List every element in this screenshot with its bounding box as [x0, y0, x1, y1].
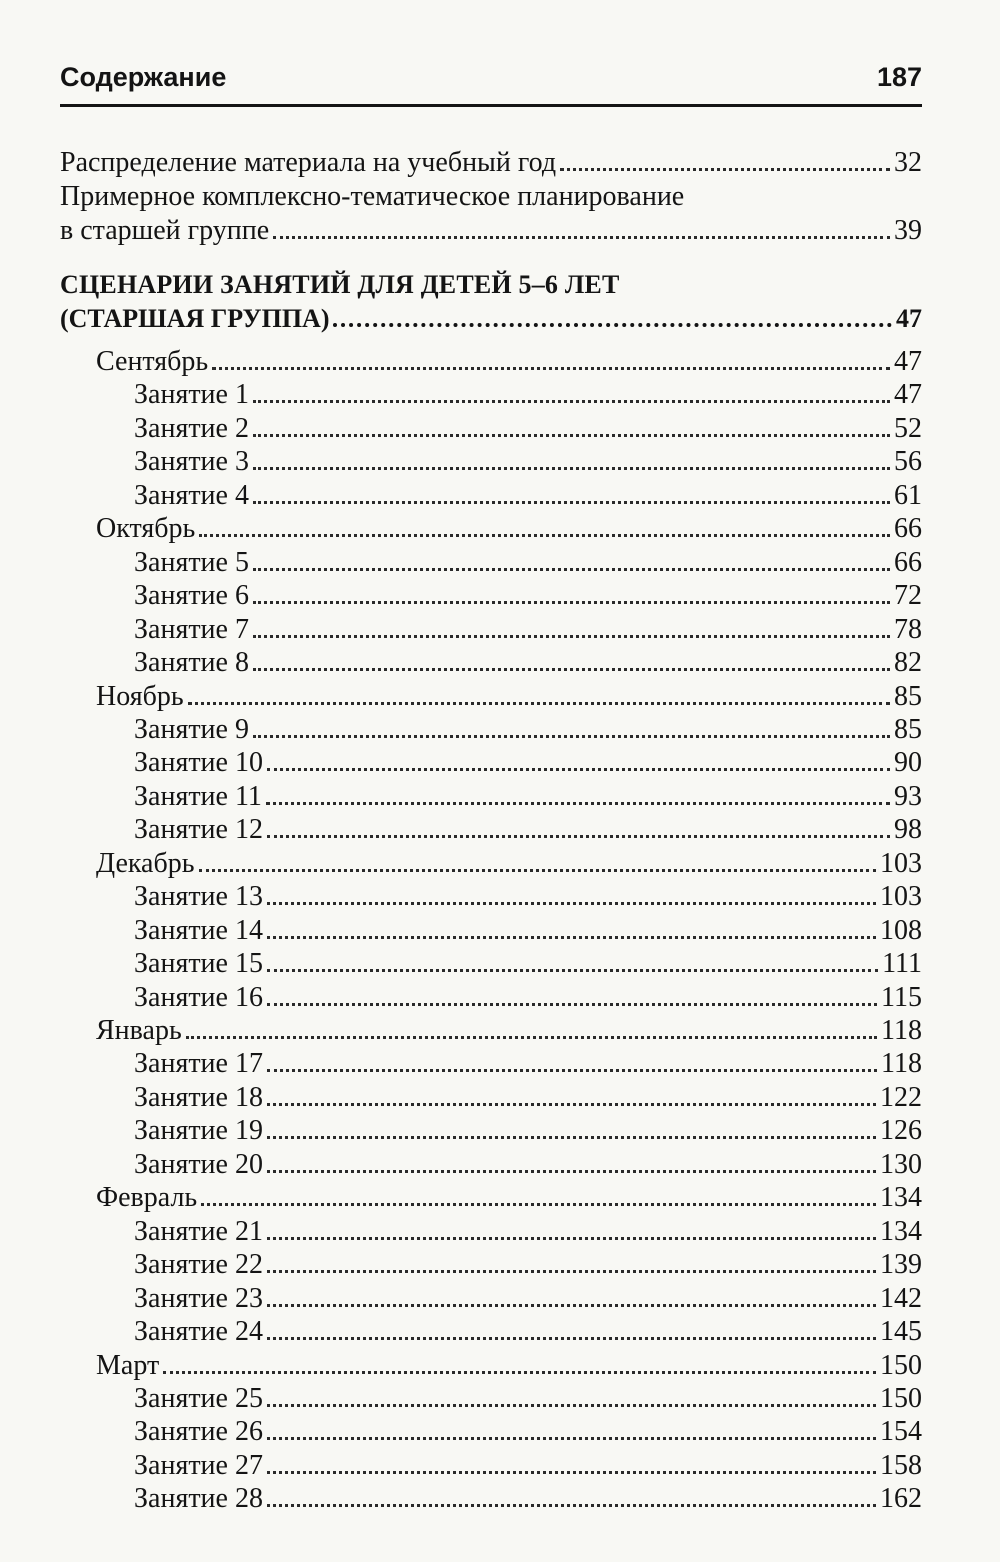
dot-leader [253, 400, 890, 403]
toc-entry-page: 103 [880, 881, 922, 912]
header-rule [60, 104, 922, 107]
toc-entry-page: 85 [894, 681, 922, 712]
running-header [60, 58, 922, 96]
toc-entry-title: Занятие 26 [134, 1416, 263, 1447]
toc-lesson-entry[interactable] [134, 479, 922, 513]
toc-entry-title: Занятие 25 [134, 1383, 263, 1414]
toc-month-entry[interactable] [96, 1014, 922, 1048]
toc-entry-page: 93 [894, 781, 922, 812]
toc-lesson-entry[interactable] [134, 546, 922, 580]
toc-entry-title: Занятие 11 [134, 781, 262, 812]
toc-entry-page: 66 [894, 513, 922, 544]
dot-leader [267, 1170, 876, 1173]
toc-entry-page: 162 [880, 1483, 922, 1514]
dot-leader [212, 367, 890, 370]
toc-lesson-entry[interactable] [134, 1449, 922, 1483]
toc-lesson-entry[interactable] [134, 579, 922, 613]
toc-lesson-entry[interactable] [134, 1081, 922, 1115]
dot-leader [253, 434, 890, 437]
toc-entry-page: 126 [880, 1115, 922, 1146]
dot-leader [267, 969, 878, 972]
header-page-number: 187 [876, 62, 922, 92]
toc-lesson-entry[interactable] [134, 1415, 922, 1449]
toc-entry-page: 85 [894, 714, 922, 745]
toc-lesson-entry[interactable] [134, 1148, 922, 1182]
dot-leader [273, 236, 890, 239]
dot-leader [267, 1069, 877, 1072]
toc-entry-page: 72 [894, 580, 922, 611]
toc-lesson-entry[interactable] [134, 445, 922, 479]
toc-month-entry[interactable] [96, 512, 922, 546]
section-heading-page: 47 [896, 304, 922, 333]
toc-entry-title: Занятие 22 [134, 1249, 263, 1280]
toc-lesson-entry[interactable] [134, 914, 922, 948]
dot-leader [199, 534, 890, 537]
toc-entry-title: Занятие 16 [134, 982, 263, 1013]
toc-entry-page: 47 [894, 346, 922, 377]
toc-month-entry[interactable] [96, 1181, 922, 1215]
toc-entry-page: 66 [894, 547, 922, 578]
toc-entry-page: 150 [880, 1383, 922, 1414]
toc-lesson-entry[interactable] [134, 880, 922, 914]
toc-entry-title: Занятие 6 [134, 580, 249, 611]
dot-leader [560, 168, 890, 171]
dot-leader [199, 869, 877, 872]
toc-entry-page: 47 [894, 379, 922, 410]
dot-leader [253, 601, 890, 604]
toc-entry-page: 61 [894, 480, 922, 511]
toc-lesson-entry[interactable] [134, 412, 922, 446]
toc-entry-page: 130 [880, 1149, 922, 1180]
toc-entry-page: 134 [880, 1216, 922, 1247]
toc-lesson-entry[interactable] [134, 947, 922, 981]
dot-leader [188, 702, 890, 705]
dot-leader [253, 501, 890, 504]
toc-entry-title: Занятие 24 [134, 1316, 263, 1347]
toc-entry-page: 154 [880, 1416, 922, 1447]
toc-entry-page: 82 [894, 647, 922, 678]
dot-leader [267, 768, 890, 771]
dot-leader [266, 802, 890, 805]
toc-entry-title: Сентябрь [96, 346, 209, 377]
dot-leader [253, 735, 890, 738]
toc-lesson-entry[interactable] [134, 613, 922, 647]
toc-entry-page: 111 [882, 948, 922, 979]
toc-lesson-entry[interactable] [134, 780, 922, 814]
toc-month-entry[interactable] [96, 680, 922, 714]
toc-entry-title: Занятие 19 [134, 1115, 263, 1146]
toc-entry-page: 134 [880, 1182, 922, 1213]
dot-leader [253, 668, 890, 671]
toc-entry-title: Октябрь [96, 513, 196, 544]
toc-lesson-entry[interactable] [134, 713, 922, 747]
toc-lesson-entry[interactable] [134, 1047, 922, 1081]
toc-lesson-entry[interactable] [134, 1215, 922, 1249]
section-heading-line1[interactable]: СЦЕНАРИИ ЗАНЯТИЙ ДЛЯ ДЕТЕЙ 5–6 ЛЕТ [60, 270, 620, 299]
toc-entry-page: 39 [894, 215, 922, 246]
toc-entry-planning[interactable] [60, 214, 922, 248]
toc-entry-title: Занятие 9 [134, 714, 249, 745]
toc-lesson-entry[interactable] [134, 378, 922, 412]
toc-entry-title: Март [96, 1350, 160, 1381]
section-heading[interactable] [60, 302, 922, 336]
toc-entry-page: 32 [894, 147, 922, 178]
dot-leader [267, 1003, 877, 1006]
dot-leader [267, 1337, 876, 1340]
dot-leader [253, 635, 890, 638]
dot-leader [267, 1404, 876, 1407]
toc-entry-title: Ноябрь [96, 681, 184, 712]
dot-leader [267, 1304, 876, 1307]
toc-entry-page: 90 [894, 747, 922, 778]
toc-entry-title: Занятие 18 [134, 1082, 263, 1113]
toc-entry-title: Занятие 5 [134, 547, 249, 578]
toc-entry-page: 98 [894, 814, 922, 845]
dot-leader [267, 1471, 876, 1474]
toc-entry-page: 118 [881, 1015, 922, 1046]
toc-entry-planning-line1[interactable]: Примерное комплексно-тематическое планирование [60, 181, 685, 212]
toc-entry-page: 52 [894, 413, 922, 444]
toc-entry-title: Занятие 21 [134, 1216, 263, 1247]
dot-leader [201, 1203, 876, 1206]
toc-entry-title: Январь [96, 1015, 182, 1046]
toc-entry-page: 115 [881, 982, 922, 1013]
toc-lesson-entry[interactable] [134, 1315, 922, 1349]
section-heading-title: (СТАРШАЯ ГРУППА) [60, 304, 330, 333]
toc-lesson-entry[interactable] [134, 646, 922, 680]
dot-leader [267, 1504, 876, 1507]
toc-entry-title: Занятие 28 [134, 1483, 263, 1514]
dot-leader [267, 1270, 876, 1273]
toc-entry-title: Занятие 4 [134, 480, 249, 511]
header-title: Содержание [60, 62, 227, 92]
toc-entry-page: 118 [881, 1048, 922, 1079]
toc-lesson-entry[interactable] [134, 746, 922, 780]
toc-lesson-entry[interactable] [134, 1114, 922, 1148]
toc-entry-title: Занятие 15 [134, 948, 263, 979]
toc-entry-title: Занятие 17 [134, 1048, 263, 1079]
dot-leader [163, 1371, 876, 1374]
toc-entry-title: Занятие 8 [134, 647, 249, 678]
toc-lesson-entry[interactable] [134, 981, 922, 1015]
dot-leader [267, 1437, 876, 1440]
toc-entry-title: Занятие 7 [134, 614, 249, 645]
toc-entry-title: в старшей группе [60, 215, 270, 246]
toc-entry-title: Занятие 27 [134, 1450, 263, 1481]
toc-entry-title: Занятие 23 [134, 1283, 263, 1314]
toc-lesson-entry[interactable] [134, 813, 922, 847]
toc-entry-title: Занятие 14 [134, 915, 263, 946]
toc-lesson-entry[interactable] [134, 1282, 922, 1316]
dot-leader [267, 835, 890, 838]
toc-entry-title: Занятие 1 [134, 379, 249, 410]
dot-leader [267, 1136, 876, 1139]
toc-entry-page: 56 [894, 446, 922, 477]
toc-entry-page: 108 [880, 915, 922, 946]
toc-entry-page: 158 [880, 1450, 922, 1481]
toc-entry-page: 78 [894, 614, 922, 645]
toc-lesson-entry[interactable] [134, 1248, 922, 1282]
toc-entry-page: 103 [880, 848, 922, 879]
toc-entry-title: Занятие 2 [134, 413, 249, 444]
dot-leader [186, 1036, 877, 1039]
toc-entry-page: 142 [880, 1283, 922, 1314]
toc-entry-title: Занятие 12 [134, 814, 263, 845]
dot-leader [253, 467, 890, 470]
toc-entry-title: Занятие 20 [134, 1149, 263, 1180]
toc-entry-title: Занятие 10 [134, 747, 263, 778]
dot-leader [267, 1103, 876, 1106]
toc-month-entry[interactable] [96, 1349, 922, 1383]
toc-lesson-entry[interactable] [134, 1482, 922, 1516]
dot-leader [253, 568, 890, 571]
dot-leader [267, 936, 876, 939]
toc-entry-title: Декабрь [96, 848, 195, 879]
toc-entry-title: Занятие 13 [134, 881, 263, 912]
toc-entry-page: 145 [880, 1316, 922, 1347]
dot-leader [267, 1237, 876, 1240]
dot-leader [333, 323, 892, 327]
toc-month-entry[interactable] [96, 847, 922, 881]
dot-leader [267, 902, 876, 905]
toc-entry-title: Распределение материала на учебный год [60, 147, 557, 178]
toc-entry-distribution[interactable] [60, 146, 922, 180]
toc-entry-title: Занятие 3 [134, 446, 249, 477]
toc-month-entry[interactable] [96, 345, 922, 379]
toc-entry-page: 122 [880, 1082, 922, 1113]
toc-lesson-entry[interactable] [134, 1382, 922, 1416]
toc-entry-page: 150 [880, 1350, 922, 1381]
toc-entry-title: Февраль [96, 1182, 198, 1213]
toc-entry-page: 139 [880, 1249, 922, 1280]
